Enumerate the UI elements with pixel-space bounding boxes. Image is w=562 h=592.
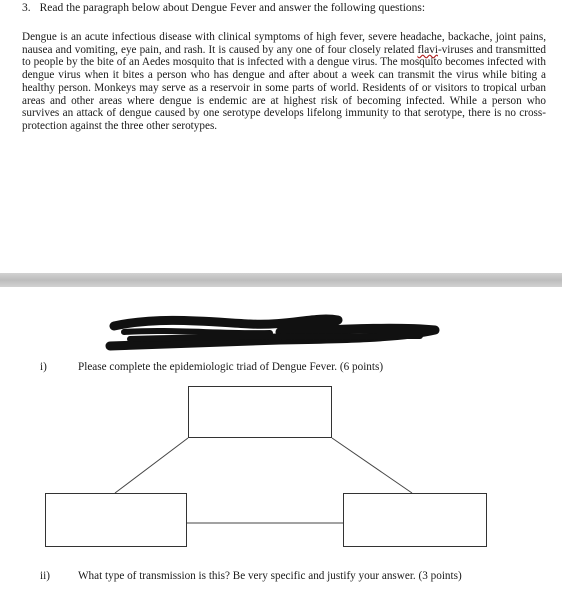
triad-box-top[interactable] [188,386,332,438]
redaction-scribble [100,312,445,354]
item-ii-marker: ii) [40,570,50,582]
question-number: 3. [22,2,31,14]
flavi-word: flavi [417,43,438,56]
item-i [40,361,383,373]
question-heading [22,2,425,14]
item-ii-text: What type of transmission is this? Be very specific and justify your answer. (3 points) [78,570,462,582]
item-i-marker: i) [40,361,47,373]
paragraph-part-1: Dengue is an acute infectious disease with clinical symptoms of high fever, severe headache, backache, joint pains, nausea and vomiting, eye pain, and rash. It is caused by any one of four closely related [22,31,546,56]
triad-box-right[interactable] [343,493,487,547]
connector-right [332,438,412,493]
dengue-paragraph [22,31,546,133]
page-break-divider [0,273,562,287]
paragraph-part-2: -viruses and transmitted to people by the bite of an Aedes mosquito that is infected with a dengue virus. The mosquito becomes infected with dengue virus when it bites a person who has dengue and after about a week can transmit the virus while biting a healthy person. Monkeys may serve as a reservoir in some parts of world. Residents of or visitors to tropical urban areas and other areas where dengue is endemic are at highest risk of becoming infected. While a person who survives an attack of dengue caused by one serotype develops lifelong immunity to that serotype, there is no cross-protection against the three other serotypes. [22,43,546,132]
triad-box-left[interactable] [45,493,187,547]
item-ii [40,570,462,582]
connector-left [115,438,188,493]
item-i-text: Please complete the epidemiologic triad of Dengue Fever. (6 points) [78,361,384,373]
question-prompt: Read the paragraph below about Dengue Fever and answer the following questions: [39,2,426,14]
